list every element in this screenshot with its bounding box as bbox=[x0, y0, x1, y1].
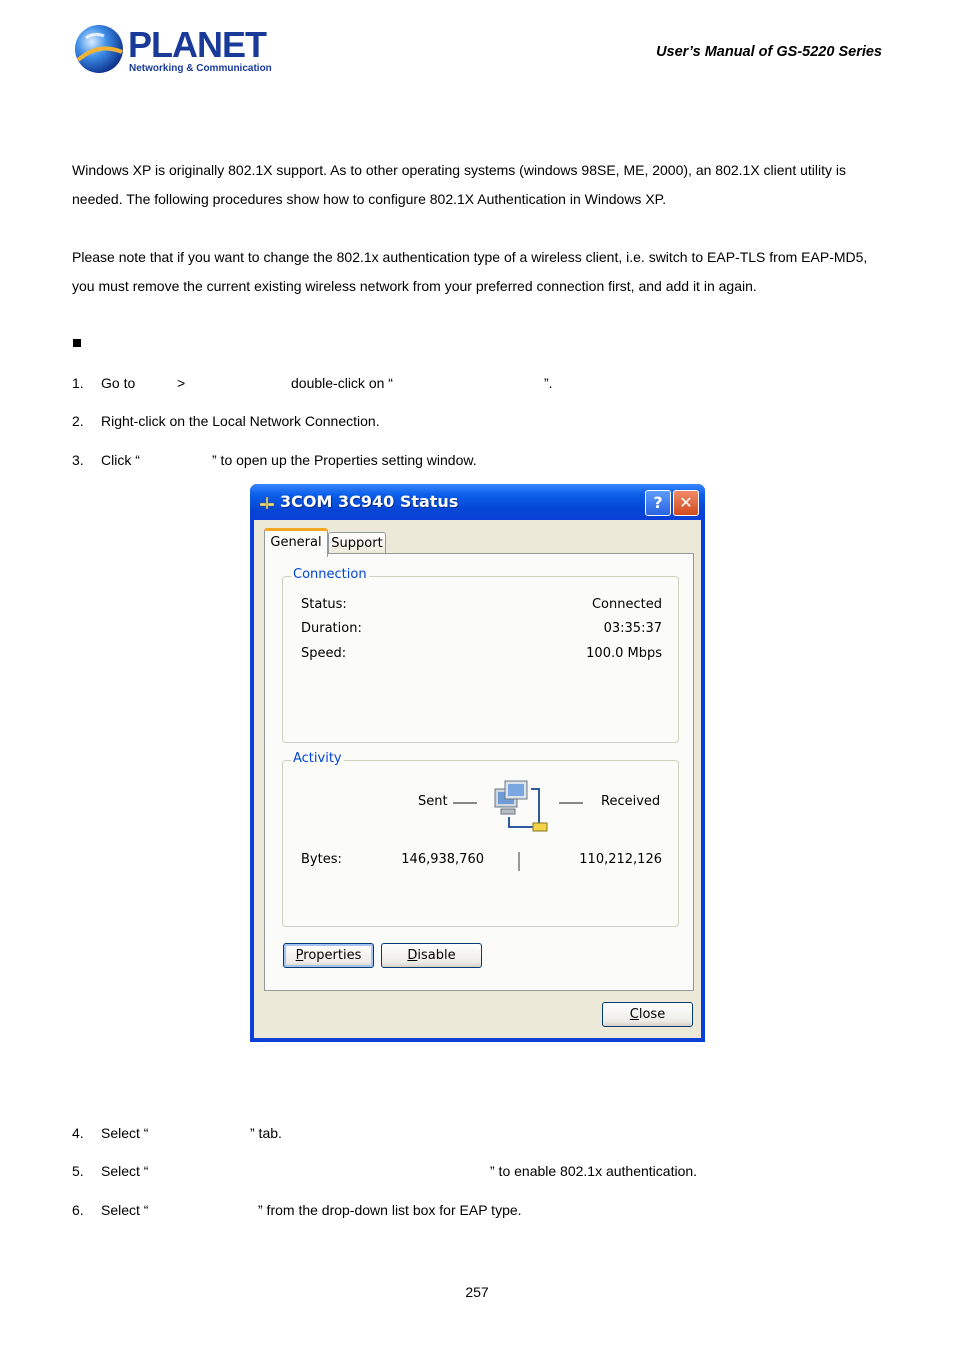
dialog-client bbox=[254, 520, 701, 1038]
received-line bbox=[559, 802, 583, 804]
sent-label: Sent bbox=[418, 794, 448, 809]
duration-value: 03:35:37 bbox=[603, 621, 662, 636]
note-line-2: you must remove the current existing wireless network from your preferred connection first, and add it in again. bbox=[72, 278, 757, 294]
activity-group bbox=[282, 751, 679, 927]
logo-subtitle: Networking & Communication bbox=[129, 63, 272, 74]
step-1-instruction: double-click on “ bbox=[291, 375, 393, 391]
step-5: 5. Select “ bbox=[72, 1163, 149, 1179]
step-1-close-quote: ”. bbox=[544, 375, 553, 391]
intro-paragraph bbox=[72, 156, 892, 214]
planet-logo bbox=[72, 22, 272, 78]
section-bullet bbox=[73, 339, 81, 347]
connection-group-label: Connection bbox=[293, 567, 367, 582]
note-paragraph bbox=[72, 243, 892, 301]
step-1-separator: > bbox=[177, 375, 186, 391]
bytes-received-value: 110,212,126 bbox=[579, 852, 662, 867]
step-4: 4. Select “ bbox=[72, 1125, 149, 1141]
manual-title: User’s Manual of GS-5220 Series bbox=[656, 44, 882, 60]
network-icon bbox=[258, 494, 276, 512]
status-dialog bbox=[250, 484, 705, 1042]
status-value: Connected bbox=[591, 597, 662, 612]
close-window-button[interactable]: ✕ bbox=[673, 490, 699, 516]
intro-line-2: needed. The following procedures show how to configure 802.1X Authentication in Windows XP. bbox=[72, 191, 667, 207]
note-line-1: Please note that if you want to change the 802.1x authentication type of a wireless client, i.e. switch to EAP-TLS from EAP-MD5, bbox=[72, 249, 868, 265]
connection-group bbox=[282, 567, 679, 743]
page-number: 257 bbox=[465, 1284, 489, 1300]
tab-support[interactable]: Support bbox=[328, 532, 386, 555]
general-tab-panel bbox=[264, 553, 694, 991]
received-label: Received bbox=[601, 794, 661, 809]
close-button[interactable]: Close bbox=[602, 1002, 693, 1027]
properties-button[interactable]: Properties bbox=[283, 943, 374, 968]
step-4-rest: ” tab. bbox=[250, 1125, 282, 1141]
status-label: Status: bbox=[301, 597, 347, 612]
step-6-rest: ” from the drop-down list box for EAP type. bbox=[258, 1202, 522, 1218]
bytes-sent-value: 146,938,760 bbox=[401, 852, 484, 867]
intro-line-1: Windows XP is originally 802.1X support. As to other operating systems (windows 98SE, ME, 2000), an 802.1X client utility is bbox=[72, 162, 847, 178]
dialog-title: 3COM 3C940 Status bbox=[280, 492, 459, 511]
disable-button[interactable]: Disable bbox=[381, 943, 482, 968]
tab-general[interactable]: General bbox=[264, 528, 328, 557]
step-3-rest: ” to open up the Properties setting window. bbox=[212, 452, 477, 468]
step-5-rest: ” to enable 802.1x authentication. bbox=[490, 1163, 698, 1179]
step-6: 6. Select “ bbox=[72, 1202, 149, 1218]
bytes-label: Bytes: bbox=[301, 852, 342, 867]
speed-value: 100.0 Mbps bbox=[586, 646, 662, 661]
bytes-divider bbox=[518, 852, 520, 871]
dialog-titlebar[interactable] bbox=[250, 484, 705, 520]
sent-line bbox=[453, 802, 477, 804]
logo-wordmark: PLANET bbox=[128, 24, 266, 65]
network-computers-icon bbox=[491, 777, 555, 837]
globe-icon bbox=[72, 22, 126, 76]
step-1: 1. Go to bbox=[72, 375, 136, 391]
activity-group-label: Activity bbox=[293, 751, 342, 766]
help-button[interactable]: ? bbox=[645, 490, 671, 516]
step-3: 3. Click “ bbox=[72, 452, 140, 468]
duration-label: Duration: bbox=[301, 621, 362, 636]
step-2: 2. Right-click on the Local Network Connection. bbox=[72, 413, 380, 429]
speed-label: Speed: bbox=[301, 646, 347, 661]
